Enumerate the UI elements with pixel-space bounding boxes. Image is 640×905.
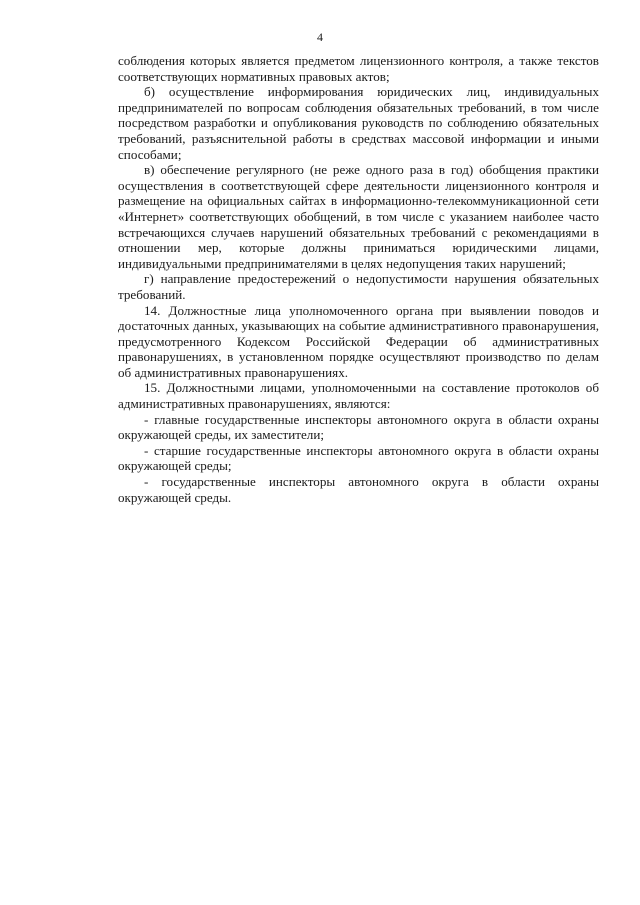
- paragraph-15: 15. Должностными лицами, уполномоченными на составление протоколов об административных правонарушениях, являются:: [118, 380, 599, 412]
- list-item-inspectors: - государственные инспекторы автономного округа в области охраны окружающей среды.: [118, 474, 599, 505]
- list-item-chief-inspectors: - главные государственные инспекторы автономного округа в области охраны окружающей среды, их заместители;: [118, 411, 599, 443]
- paragraph-item-v: в) обеспечение регулярного (не реже одного раза в год) обобщения практики осуществления в соответствующей сфере деятельности лицензионного контроля и размещение на официальных сайтах в информационно-телекоммуникационной сети «Интернет» соответствующих обобщений, в том числе с указанием наиболее часто встречающихся случаев нарушений обязательных требований с рекомендациями в отношении мер, которые должны приниматься юридическими лицами, индивидуальными предпринимателями в целях недопущения таких нарушений;: [118, 162, 599, 271]
- list-item-senior-inspectors: - старшие государственные инспекторы автономного округа в области охраны окружающей среды;: [118, 442, 599, 474]
- document-body: [118, 53, 599, 505]
- page-number: 4: [317, 30, 323, 44]
- paragraph-14: 14. Должностные лица уполномоченного органа при выявлении поводов и достаточных данных, указывающих на событие административного правонарушения, предусмотренного Кодексом Российской Федерации об административных правонарушениях, в установленном порядке осуществляют производство по делам об административных правонарушениях.: [118, 302, 599, 380]
- paragraph-item-g: г) направление предостережений о недопустимости нарушения обязательных требований.: [118, 271, 599, 302]
- paragraph-continuation: соблюдения которых является предметом лицензионного контроля, а также текстов соответствующих нормативных правовых актов;: [118, 53, 599, 84]
- paragraph-item-b: б) осуществление информирования юридических лиц, индивидуальных предпринимателей по вопросам соблюдения обязательных требований, в том числе посредством разработки и опубликования руководств по соблюдению обязательных требований, разъяснительной работы в средствах массовой информации и иными способами;: [118, 84, 599, 162]
